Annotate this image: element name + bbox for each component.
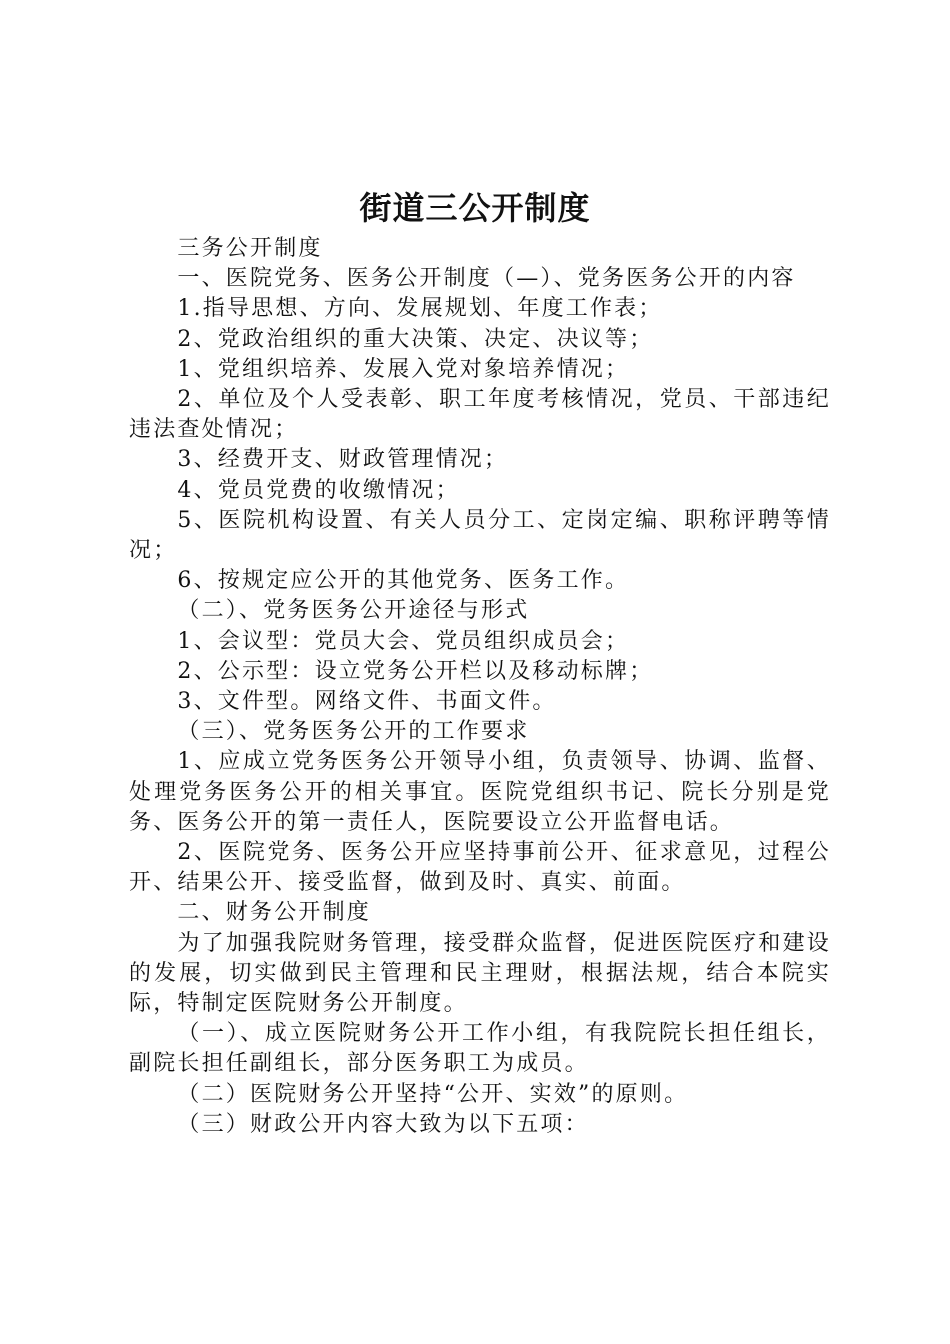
document-body [129, 234, 831, 1140]
document-title: 街道三公开制度 [359, 189, 591, 227]
paragraph: 为了加强我院财务管理，接受群众监督，促进医院医疗和建设的发展，切实做到民主管理和民主理财，根据法规，结合本院实际，特制定医院财务公开制度。 [129, 930, 831, 1017]
paragraph: 2、单位及个人受表彰、职工年度考核情况，党员、干部违纪违法查处情况； [129, 387, 831, 443]
paragraph: 5、医院机构设置、有关人员分工、定岗定编、职称评聘等情况； [129, 507, 831, 564]
paragraph: 1、会议型：党员大会、党员组织成员会； [177, 628, 630, 654]
paragraph: 4、党员党费的收缴情况； [177, 477, 460, 503]
paragraph: 2、党政治组织的重大决策、决定、决议等； [177, 326, 654, 352]
paragraph: 3、文件型。网络文件、书面文件。 [177, 689, 557, 715]
paragraph: （一）、成立医院财务公开工作小组，有我院院长担任组长，副院长担任副组长，部分医务职工为成员。 [129, 1021, 831, 1077]
paragraph: （三）财政公开内容大致为以下五项： [177, 1111, 589, 1137]
paragraph: 1、应成立党务医务公开领导小组，负责领导、协调、监督、处理党务医务公开的相关事宜。医院党组织书记、院长分别是党务、医务公开的第一责任人，医院要设立公开监督电话。 [129, 749, 831, 835]
paragraph: 1.指导思想、方向、发展规划、年度工作表； [177, 296, 663, 322]
paragraph: 6、按规定应公开的其他党务、医务工作。 [177, 568, 630, 594]
paragraph: 2、公示型：设立党务公开栏以及移动标牌； [177, 658, 654, 684]
paragraph: 二、财务公开制度 [177, 900, 371, 926]
paragraph: 三务公开制度 [177, 236, 323, 261]
paragraph: （三）、党务医务公开的工作要求 [177, 719, 530, 745]
paragraph: （二）医院财务公开坚持“公开、实效”的原则。 [177, 1081, 689, 1107]
paragraph: 一、医院党务、医务公开制度（—）、党务医务公开的内容 [177, 266, 796, 292]
paragraph: 2、医院党务、医务公开应坚持事前公开、征求意见，过程公开、结果公开、接受监督，做到及时、真实、前面。 [129, 840, 831, 896]
paragraph: 3、经费开支、财政管理情况； [177, 447, 509, 473]
paragraph: 1、党组织培养、发展入党对象培养情况； [177, 356, 630, 382]
paragraph: （二）、党务医务公开途径与形式 [177, 598, 530, 624]
